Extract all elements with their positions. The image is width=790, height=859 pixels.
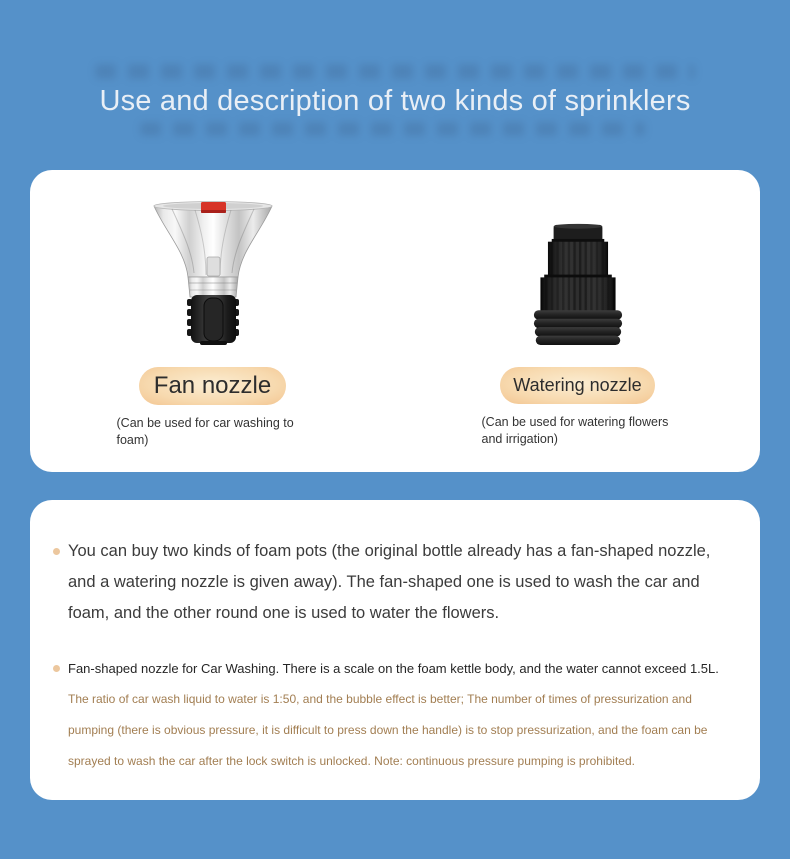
bullet-dot-icon <box>53 548 60 555</box>
note-car-washing-detail: The ratio of car wash liquid to water is 1:50, and the bubble effect is better; The number of times of pressurization and pumping (there is obvious pressure, it is difficult to press down the handle) is to stop pressurization, and the foam can be sprayed to wash the car after the lock switch is unlocked. Note: continuous pressure pumping is prohibited. <box>68 692 708 768</box>
watering-nozzle-icon <box>528 223 628 345</box>
note-usage <box>68 536 740 629</box>
watering-nozzle-image <box>528 170 628 345</box>
watering-nozzle-label-pill <box>500 367 654 404</box>
fan-nozzle-icon <box>150 199 276 345</box>
products-card <box>30 170 760 472</box>
watering-nozzle-caption: (Can be used for watering flowers and irrigation) <box>481 415 669 446</box>
fan-nozzle-label-pill <box>139 367 286 405</box>
note-car-washing <box>68 653 740 777</box>
bullet-dot-icon <box>53 665 60 672</box>
page-title: Use and description of two kinds of sprinklers <box>99 85 691 117</box>
product-fan-nozzle <box>30 170 395 472</box>
notes-card <box>30 500 760 800</box>
note-usage-text: You can buy two kinds of foam pots (the original bottle already has a fan-shaped nozzle, and a watering nozzle is given away). The fan-shaped one is used to wash the car and foam, and the other round one is used to water the flowers. <box>68 542 711 622</box>
fan-nozzle-image <box>150 170 276 345</box>
ghost-text-artifact-top <box>95 64 695 79</box>
fan-nozzle-label: Fan nozzle <box>153 372 272 399</box>
watering-nozzle-label: Watering nozzle <box>513 375 642 395</box>
note-car-washing-lead: Fan-shaped nozzle for Car Washing. There is a scale on the foam kettle body, and the water cannot exceed 1.5L. <box>68 661 719 676</box>
product-watering-nozzle <box>395 170 760 472</box>
ghost-text-artifact-bottom <box>140 122 645 136</box>
fan-nozzle-caption: (Can be used for car washing to foam) <box>116 416 294 447</box>
